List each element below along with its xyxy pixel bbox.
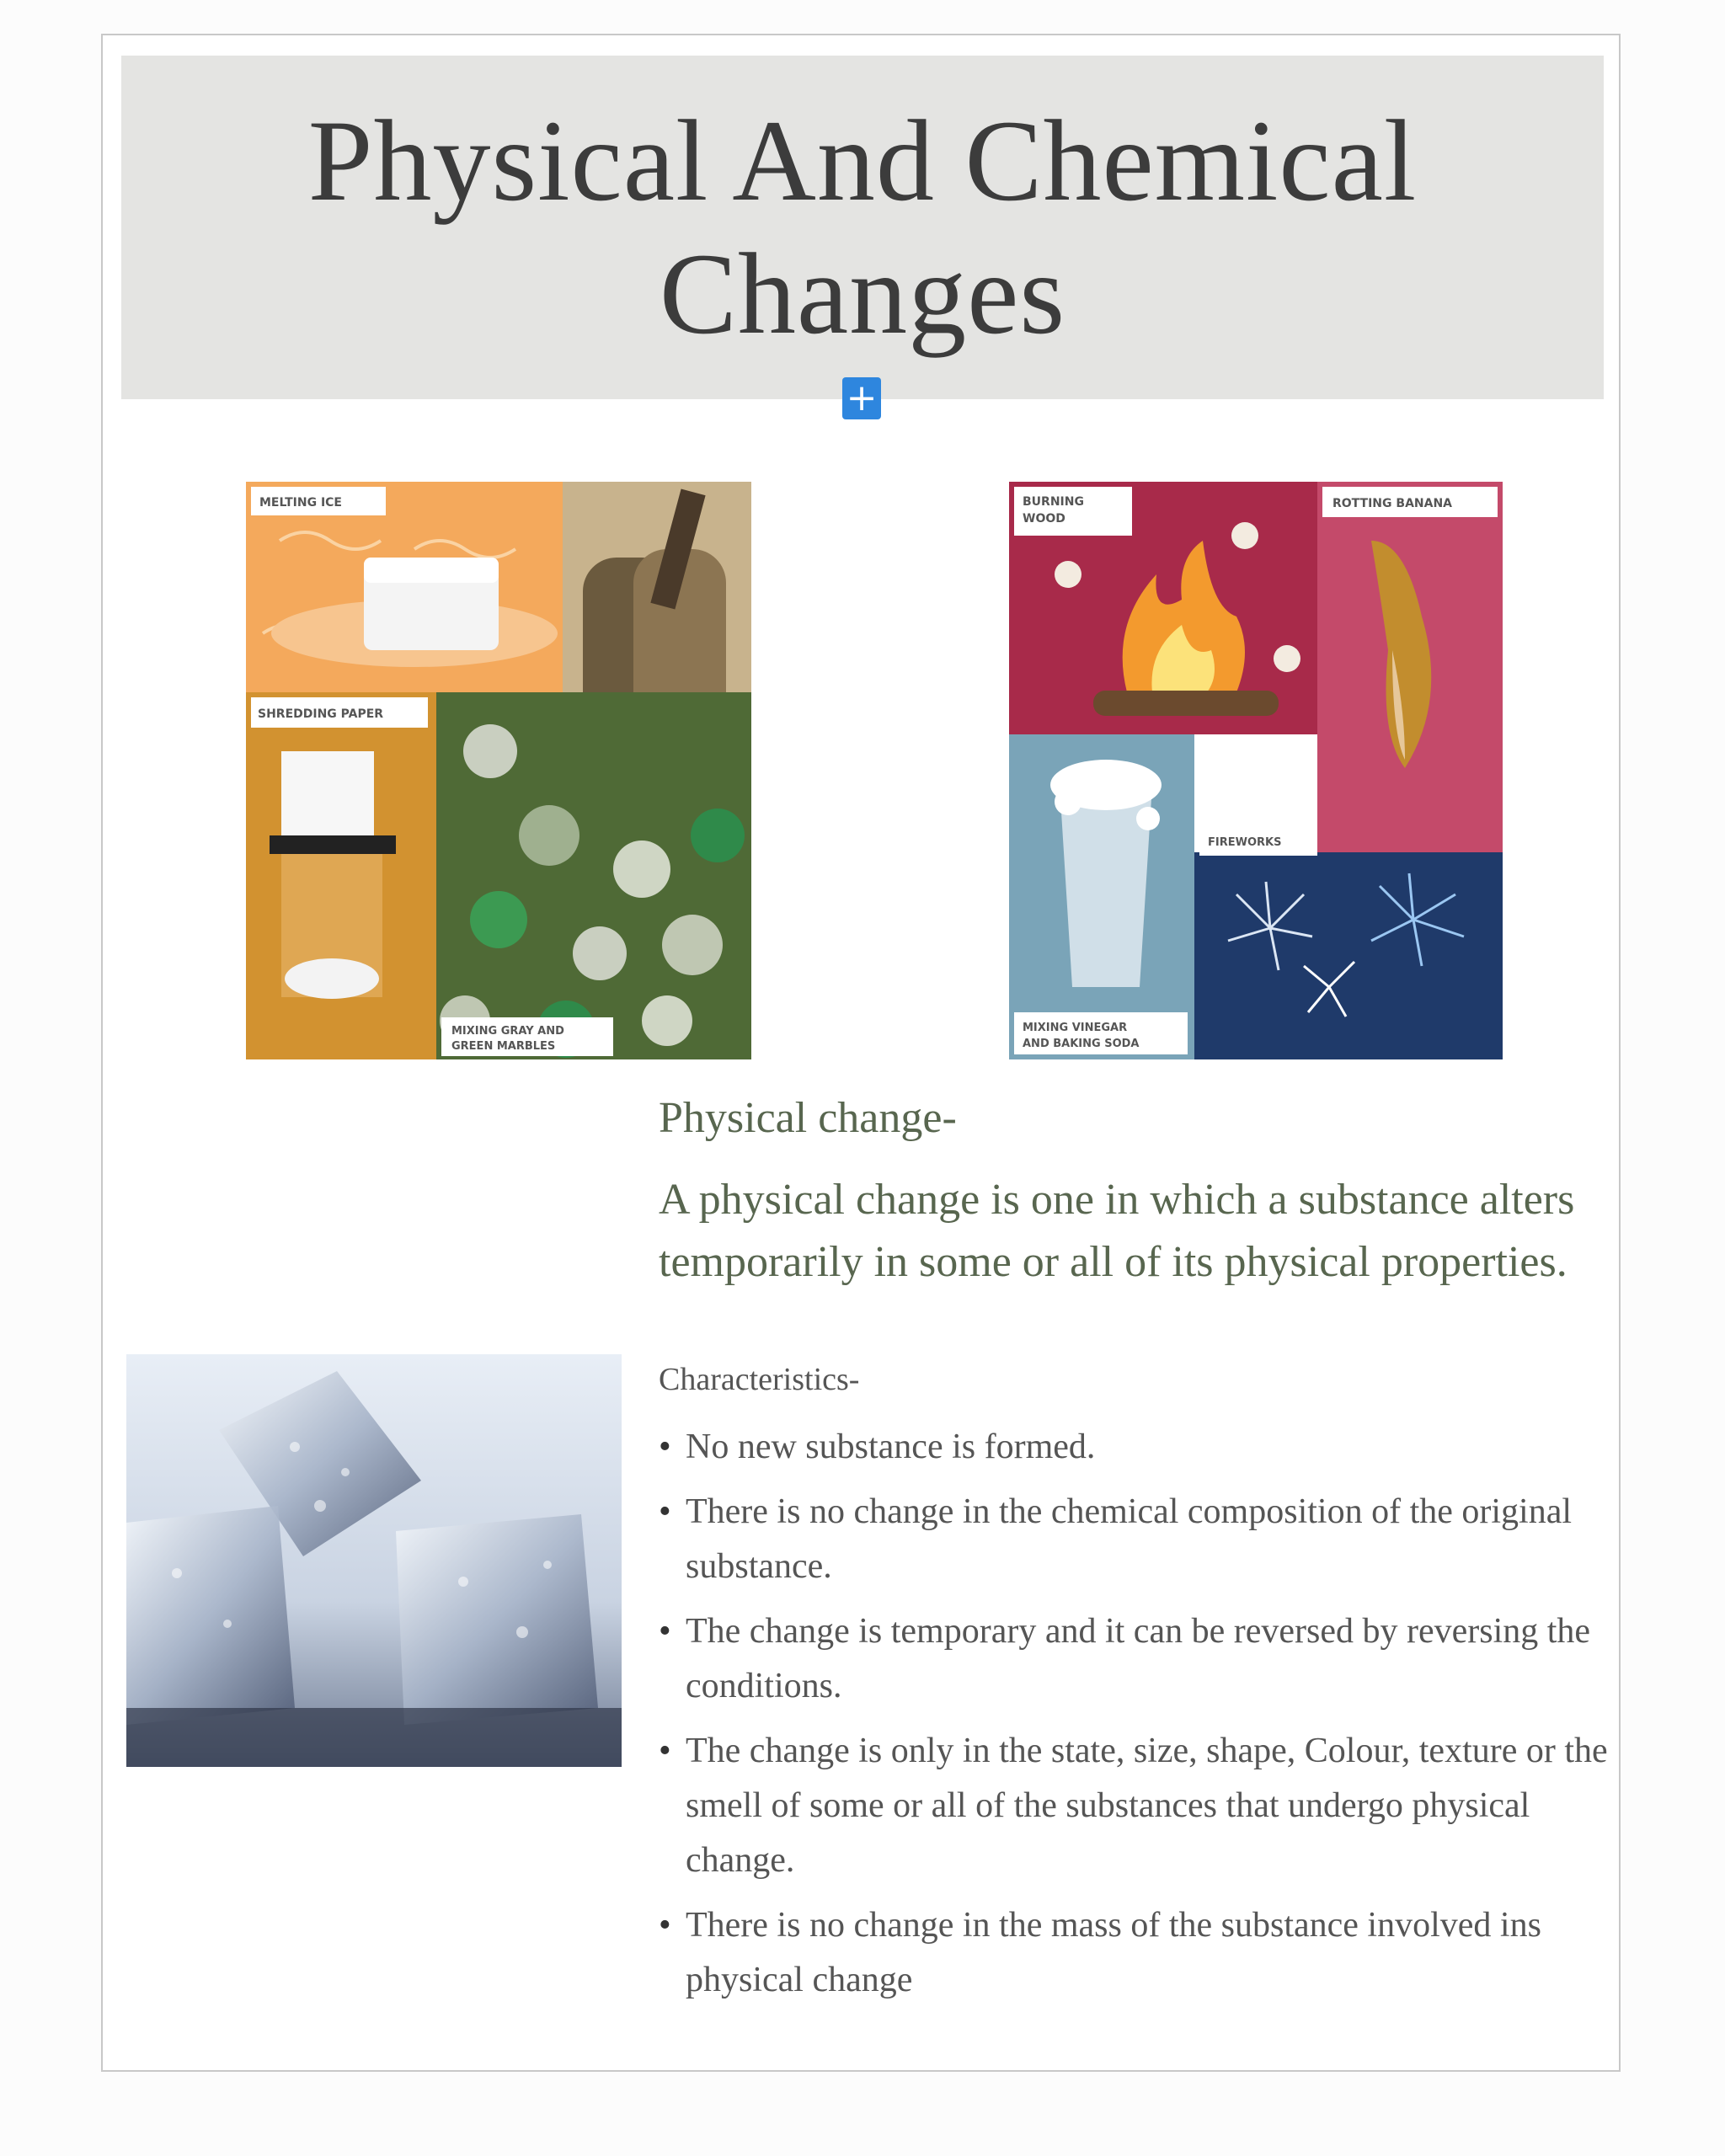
document-page: [101, 34, 1621, 2072]
fireworks-panel: [1194, 852, 1503, 1059]
label-burning-wood-2: WOOD: [1023, 512, 1065, 526]
physical-change-heading: Physical change-: [659, 1094, 957, 1142]
ice-cubes-photo: [126, 1354, 622, 1767]
list-item: • The change is temporary and it can be reversed by reversing the conditions.: [659, 1604, 1610, 1714]
page-title-line-1: Physical And Chemical: [307, 96, 1418, 225]
physical-changes-illustration: [246, 482, 751, 1059]
characteristics-list: [659, 1420, 1610, 2018]
label-fireworks: FIREWORKS: [1208, 836, 1282, 849]
add-block-button[interactable]: +: [842, 377, 881, 419]
list-item: • No new substance is formed.: [659, 1420, 1610, 1475]
list-item: • The change is only in the state, size, shape, Colour, texture or the smell of some or all of the substances that undergo physical change.: [659, 1724, 1610, 1888]
label-mixing-marbles-2: GREEN MARBLES: [451, 1040, 556, 1053]
label-shredding-paper: SHREDDING PAPER: [258, 707, 384, 721]
label-vinegar-2: AND BAKING SODA: [1023, 1038, 1140, 1050]
label-melting-ice: MELTING ICE: [259, 496, 342, 510]
page-title-line-2: Changes: [659, 229, 1066, 358]
title-banner: [121, 56, 1604, 399]
label-mixing-marbles-1: MIXING GRAY AND: [451, 1025, 564, 1038]
chemical-changes-illustration: [1009, 482, 1503, 1059]
list-item: • There is no change in the mass of the substance involved ins physical change: [659, 1898, 1610, 2008]
label-burning-wood-1: BURNING: [1023, 495, 1084, 509]
label-vinegar-1: MIXING VINEGAR: [1023, 1022, 1128, 1034]
list-item: • There is no change in the chemical composition of the original substance.: [659, 1485, 1610, 1594]
label-rotting-banana: ROTTING BANANA: [1332, 497, 1453, 510]
physical-change-definition: A physical change is one in which a substance alters temporarily in some or all of its physical properties.: [659, 1176, 1575, 1286]
characteristics-heading: Characteristics-: [659, 1362, 860, 1397]
